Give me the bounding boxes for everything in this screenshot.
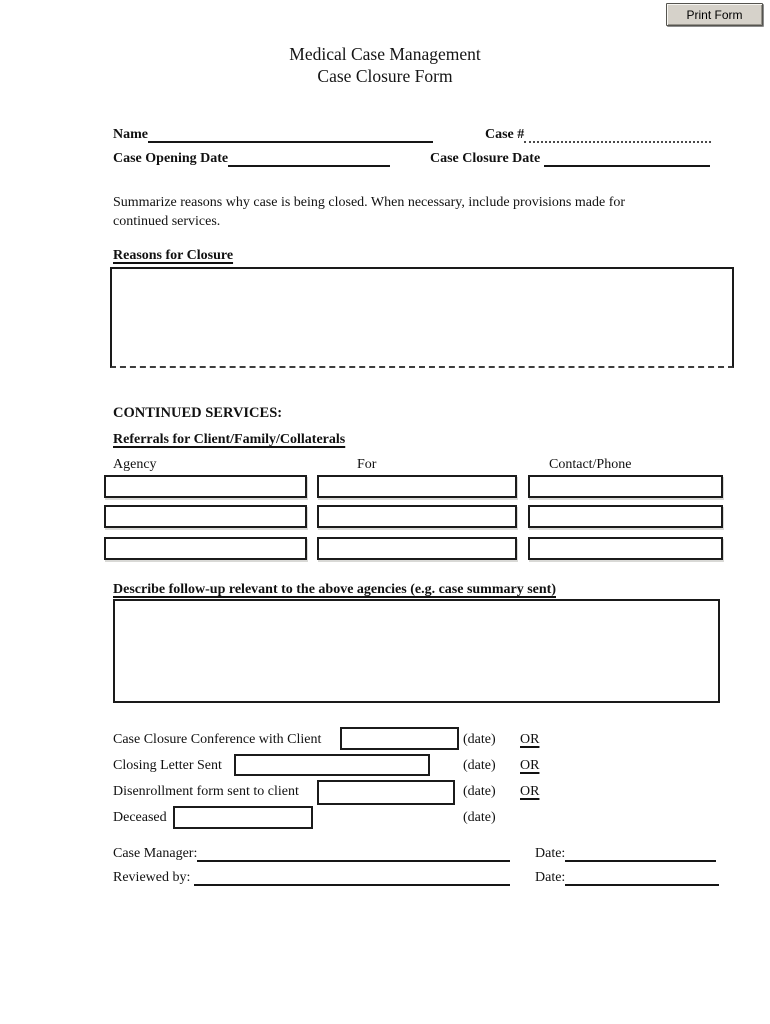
opening-date-input-line[interactable] xyxy=(228,151,390,167)
column-header-contact-phone: Contact/Phone xyxy=(549,457,632,472)
conference-label: Case Closure Conference with Client xyxy=(113,732,322,747)
for-input-3[interactable] xyxy=(317,537,517,560)
column-header-agency: Agency xyxy=(113,457,157,472)
reasons-heading: Reasons for Closure xyxy=(113,248,234,263)
closing-letter-label: Closing Letter Sent xyxy=(113,758,222,773)
deceased-date-caption: (date) xyxy=(463,810,496,825)
conference-date-caption: (date) xyxy=(463,732,496,747)
closing-letter-date-caption: (date) xyxy=(463,758,496,773)
case-manager-signature-line[interactable] xyxy=(197,846,510,862)
case-manager-field-group xyxy=(113,845,510,862)
reviewed-by-date-line[interactable] xyxy=(565,870,719,886)
deceased-label: Deceased xyxy=(113,810,167,825)
page-title-line1: Medical Case Management xyxy=(289,44,481,64)
case-manager-label: Case Manager: xyxy=(113,846,198,861)
disenrollment-date-input[interactable] xyxy=(317,780,455,805)
reviewed-by-date-group xyxy=(535,869,719,886)
case-manager-date-line[interactable] xyxy=(565,846,716,862)
page-title-line2: Case Closure Form xyxy=(317,65,453,86)
for-input-1[interactable] xyxy=(317,475,517,498)
referrals-heading: Referrals for Client/Family/Collaterals xyxy=(113,432,346,447)
case-number-input-line[interactable] xyxy=(524,127,711,143)
continued-services-heading: CONTINUED SERVICES: xyxy=(113,405,283,421)
disenrollment-or-label: OR xyxy=(520,784,540,799)
reviewed-by-label: Reviewed by: xyxy=(113,870,194,885)
name-label: Name xyxy=(113,127,148,142)
case-number-field-group xyxy=(485,126,711,143)
name-input-line[interactable] xyxy=(148,127,433,143)
followup-heading: Describe follow-up relevant to the above agencies (e.g. case summary sent) xyxy=(113,582,556,597)
page-title xyxy=(0,44,770,87)
for-input-2[interactable] xyxy=(317,505,517,528)
closing-letter-or-label: OR xyxy=(520,758,540,773)
reviewed-by-date-label: Date: xyxy=(535,870,566,885)
reviewed-by-signature-line[interactable] xyxy=(194,870,510,886)
closure-date-label: Case Closure Date xyxy=(430,151,544,166)
reasons-textarea[interactable] xyxy=(110,267,734,368)
conference-date-input[interactable] xyxy=(340,727,459,750)
contact-phone-input-1[interactable] xyxy=(528,475,723,498)
contact-phone-input-3[interactable] xyxy=(528,537,723,560)
conference-or-label: OR xyxy=(520,732,540,747)
agency-input-1[interactable] xyxy=(104,475,307,498)
opening-date-field-group xyxy=(113,150,390,167)
agency-input-2[interactable] xyxy=(104,505,307,528)
contact-phone-input-2[interactable] xyxy=(528,505,723,528)
column-header-for: For xyxy=(357,457,377,472)
reviewed-by-field-group xyxy=(113,869,510,886)
print-form-button-label: Print Form xyxy=(686,7,743,22)
deceased-date-input[interactable] xyxy=(173,806,313,829)
name-field-group xyxy=(113,126,433,143)
instructions-text: Summarize reasons why case is being closed. When necessary, include provisions made for continued services. xyxy=(113,195,626,229)
opening-date-label: Case Opening Date xyxy=(113,151,229,166)
closing-letter-date-input[interactable] xyxy=(234,754,430,776)
print-form-button[interactable] xyxy=(666,3,763,26)
case-manager-date-label: Date: xyxy=(535,846,566,861)
case-number-label: Case # xyxy=(485,127,525,142)
closure-date-input-line[interactable] xyxy=(544,151,710,167)
case-manager-date-group xyxy=(535,845,716,862)
followup-textarea[interactable] xyxy=(113,599,720,703)
disenrollment-label: Disenrollment form sent to client xyxy=(113,784,299,799)
agency-input-3[interactable] xyxy=(104,537,307,560)
closure-date-field-group xyxy=(430,150,710,167)
disenrollment-date-caption: (date) xyxy=(463,784,496,799)
